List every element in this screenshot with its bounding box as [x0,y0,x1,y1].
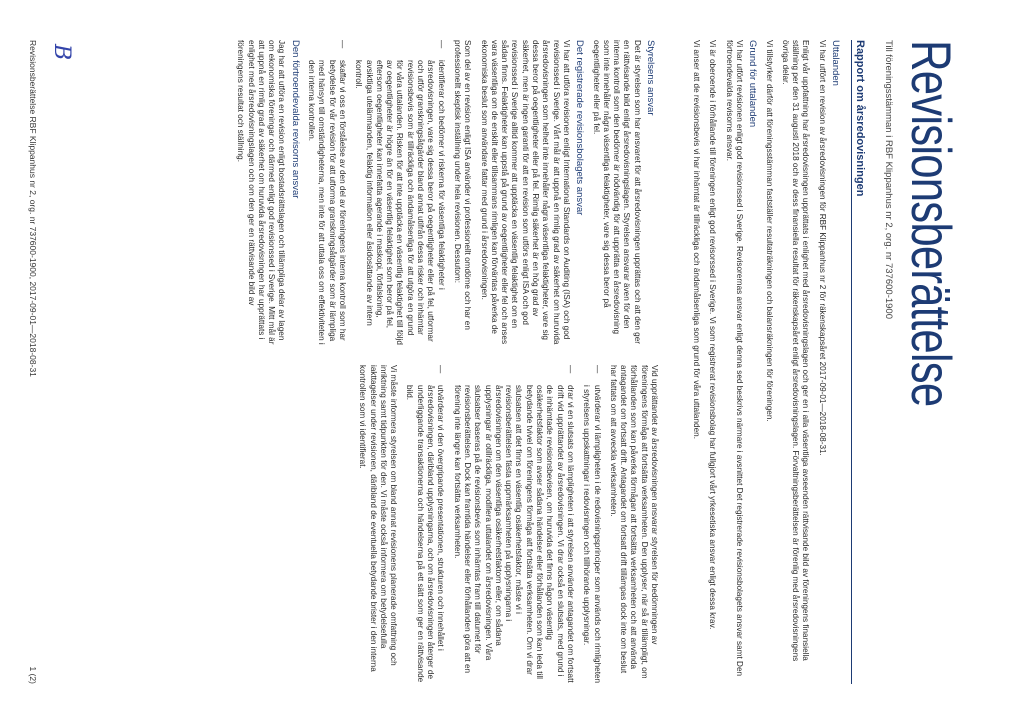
paragraph: Vi är oberoende i förhållande till föreningen enligt god revisorssed i Sverige. Vi som registrerat revisionsbolag har fullgjort vårt yrkesetiska ansvar enligt dessa krav. [708,40,718,630]
paragraph: Det är styrelsen som har ansvaret för att årsredovisningen upprättas och att den ger en rättvisande bild enligt årsredovisningslagen. Styrelsen ansvarar även för den interna kontroll som den bedömer är nödvändig för att upprätta en årsredovisning som inte innehåller några väsentliga felaktigheter, vare sig dessa beror på oegentligheter eller på fel. [591,40,642,345]
list-item: — identifierar och bedömer vi riskerna för väsentliga felaktigheter i årsredovisningen, vare sig dessa beror på oegentligheter eller på fel, utformar och utför granskningsåtgärder bland annat utifrån dessa risker och inhämtar revisionsbevis som är tillräckliga och ändamålsenliga för att utgöra en grund för våra uttalanden. Risken för att inte upptäcka en väsentlig felaktighet till följd av oegentligheter är högre än för en väsentlig felaktighet som beror på fel, eftersom oegentligheter kan innefatta agerande i maskopi, förfalskning, avsiktliga utelämnanden, felaktig information eller åsidosättande av intern kontroll. [353,40,446,345]
paragraph: Vi har utfört revisionen enligt god revisionssed i Sverige. Revisorernas ansvar enligt denna sed beskrivs närmare i avsnittet Det registrerade revisionsbolagets ansvar samt Den förtroendevalda revisorns ansvar. [724,40,744,677]
section-heading-styrelsen: Styrelsens ansvar [645,40,656,116]
footer: Revisionsberättelse RBF Klippanhus nr 2, org. nr 737600-1900, 2017-09-01—2018-08-31 [28,40,38,377]
bullet-list-right [404,365,601,684]
paragraph: Vi anser att de revisionsbevis vi har inhämtat är tillräckliga och ändamålsenliga som grund för våra uttalanden. [692,40,702,439]
initials-signature: B [49,44,74,61]
paragraph: Vi tillstyrker därför att föreningsstämman fastställer resultaträkningen och balansräkningen för föreningen. [764,40,774,422]
left-column [229,40,659,345]
paragraph: Vi har att utföra revisionen enligt International Standards on Auditing (ISA) och god revisionssed i Sverige. Vårt mål är att uppnå en rimlig grad av säkerhet om huruvida årsredovisningen som helhet inte innehåller några väsentliga felaktigheter, vare sig dessa beror på oegentligheter eller på fel. Rimlig säkerhet är en hög grad av säkerhet, men är ingen garanti för att en revision som utförs enligt ISA och god revisionssed i Sverige alltid kommer att upptäcka en väsentlig felaktighet om en sådan finns. Felaktigheter kan uppstå på grund av oegentligheter eller fel och anses vara väsentliga om de enskilt eller tillsammans rimligen kan förväntas påverka de ekonomiska beslut som användare fattar med grund i årsredovisningen. [479,40,571,345]
divider [851,40,852,684]
top-section [685,40,844,684]
paragraph: Vi har utfört en revision av årsredovisningen för RBF Klippanhus nr 2 för räkenskapsåret 2017-09-01—2018-08-31. [817,40,827,456]
right-column [351,365,659,684]
list-item: — utvärderar vi lämpligheten i de redovisningsprinciper som används och rimligheten i styrelsens uppskattningar i redovisningen och tillhörande upplysningar. [581,365,602,684]
section-heading-uttalanden: Uttalanden [830,40,841,86]
section-heading-revisionsbolag: Det registrerade revisionsbolagets ansvar [574,40,586,216]
section-heading-grund: Grund för uttalanden [747,40,759,128]
subtitle: Till föreningsstämman i RBF Klippanhus nr 2, org. nr 737600-1900 [883,40,894,319]
paragraph: Vid upprättandet av årsredovisningen ansvarar styrelsen för bedömningen av föreningens förmåga att fortsätta verksamheten. Den upplyser, när så är tillämpligt, om förhållanden som kan påverka förmågan att fortsätta verksamheten och att använda antagandet om fortsatt drift. Antagandet om fortsatt drift tillämpas dock inte om beslut har fattats om att avveckla verksamheten. [608,365,659,679]
paragraph: Vi måste informera styrelsen om bland annat revisionens planerade omfattning och inriktning samt tidpunkten för den. Vi måste också informera om betydelsefulla iakttagelser under revisionen, däribland de eventuella betydande brister i den interna kontrollen som vi identifierat. [358,365,399,672]
page-number: 1 (2) [28,666,38,684]
paragraph: Som del av en revision enligt ISA använder vi professionellt omdöme och har en professionellt skeptisk inställning under hela revisionen. Dessutom: [452,40,473,330]
bullet-list-left [306,40,446,345]
paragraph: Jag har att utföra en revision enligt bostadsrättslagen och tillämpliga delar av lagen om ekonomiska föreningar och därmed enligt god revisionssed i Sverige. Mitt mål är att uppnå en rimlig grad av säkerhet om huruvida årsredovisningen har upprättats i enlighet med årsredovisningslagen och om den ger en rättvisande bild av föreningens resultat och ställning. [236,40,287,345]
section-heading-fortroendevald: Den förtroendevalda revisorns ansvar [289,40,301,199]
paragraph: Enligt vår uppfattning har årsredovisningen upprättats i enlighet med årsredovisningslagen och ger en i alla väsentliga avseenden rättvisande bild av föreningens finansiella ställning per den 31 augusti 2018 och av dess finansiella resultat för räkenskapsåret enligt årsredovisningslagen. Förvaltningsberättelsen är förenlig med årsredovisningens övriga delar. [780,40,811,662]
list-item: — utvärderar vi den övergripande presentationen, strukturen och innehållet i årsredovisningen, däribland upplysningarna, och om årsredovisningen återger de underliggande transaktionerna och händelserna på ett sätt som ger en rättvisande bild. [404,365,445,684]
report-heading: Rapport om årsredovisningen [854,40,866,197]
page-title: Revisionsberättelse [900,40,963,407]
list-item: — skaffar vi oss en förståelse av den del av föreningens interna kontroll som har betydelse för vår revision för att utforma granskningsåtgärder som är lämpliga med hänsyn till omständigheterna, men inte för att uttala oss om effektiviteten i den interna kontrollen. [306,40,347,345]
list-item: — drar vi en slutsats om lämpligheten i att styrelsen använder antagandet om fortsatt drift vid upprättandet av årsredovisningen. Vi drar också en slutsats, med grund i de inhämtade revisionsbevisen, om huruvida det finns någon väsentlig osäkerhetsfaktor som avser sådana händelser eller förhållanden som kan leda till betydande tvivel om föreningens förmåga att fortsätta verksamheten. Om vi drar slutsatsen att det finns en väsentlig osäkerhetsfaktor, måste vi i revisionsberättelsen fästa uppmärksamheten på upplysningarna i årsredovisningen om den väsentliga osäkerhetsfaktorn eller, om sådana upplysningar är otillräckliga, modifiera uttalandet om årsredovisningen. Våra slutsatser baseras på de revisionsbevis som inhämtas fram till datumet för revisionsberättelsen. Dock kan framtida händelser eller förhållanden göra att en förening inte längre kan fortsätta verksamheten. [451,365,575,684]
